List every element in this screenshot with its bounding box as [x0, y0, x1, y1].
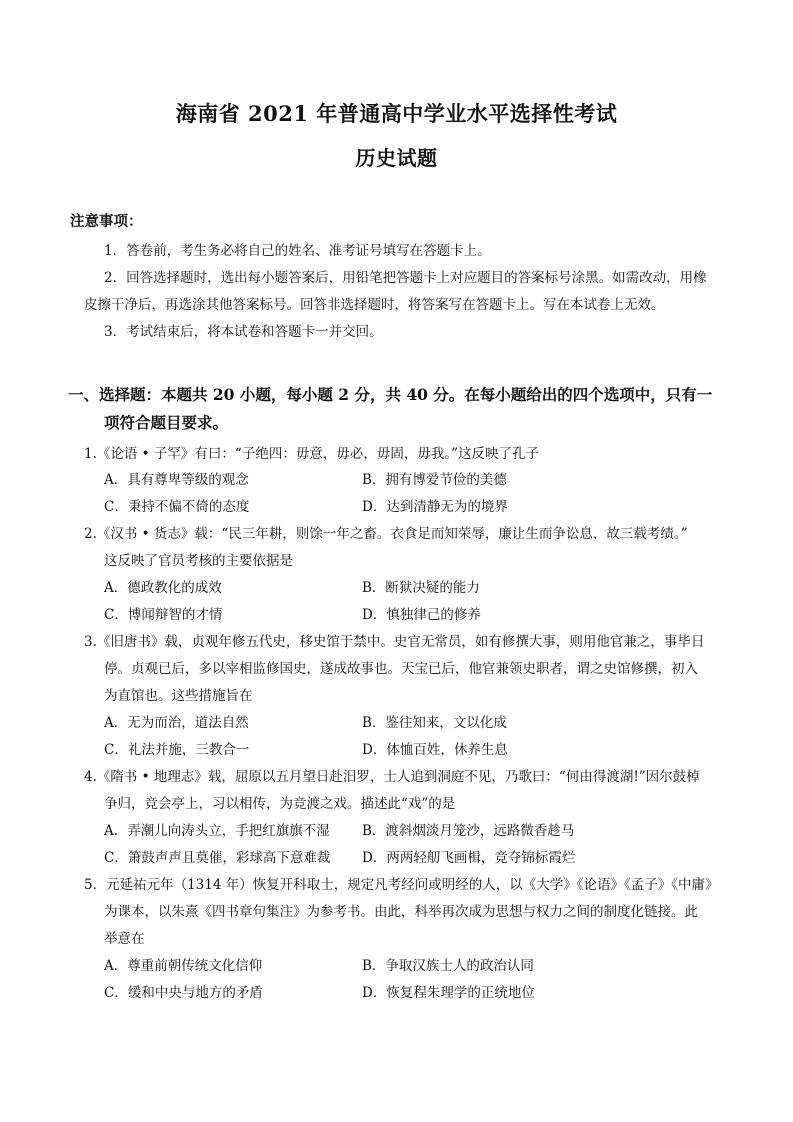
question-5-option-b: B．争取汉族士人的政治认同	[362, 958, 534, 974]
question-2-option-a: A．德政教化的成效	[104, 580, 222, 596]
question-4-option-a: A．弄潮儿向涛头立，手把红旗旗不湿	[104, 823, 330, 839]
section-heading-line-1: 一、选择题：本题共 20 小题，每小题 2 分，共 40 分。在每小题给出的四个选项中，只有一	[68, 385, 713, 404]
notice-item-3: 3．考试结束后，将本试卷和答题卡一并交回。	[104, 324, 383, 340]
question-2-option-c: C．博闻辩智的才情	[104, 607, 223, 623]
notice-item-2-line-2: 皮擦干净后，再选涂其他答案标号。回答非选择题时，将答案写在答题卡上。写在本试卷上无效。	[84, 297, 665, 313]
page-title: 海南省 2021 年普通高中学业水平选择性考试	[175, 101, 618, 126]
question-5-stem-line-3: 举意在	[104, 931, 145, 947]
question-5-option-d: D．恢复程朱理学的正统地位	[362, 985, 535, 1001]
question-3-option-a: A．无为而治，道法自然	[104, 715, 249, 731]
section-heading-line-2: 项符合题目要求。	[104, 413, 229, 432]
question-4-option-d: D．两两轻舠飞画楫，竞夺锦标霞烂	[362, 850, 576, 866]
question-1-stem: 1.《论语 • 子罕》有曰：“子绝四：毋意，毋必，毋固，毋我。”这反映了孔子	[84, 446, 539, 462]
question-2-option-b: B．断狱决疑的能力	[362, 580, 480, 596]
question-4-stem-line-1: 4.《隋书 • 地理志》载，屈原以五月望日赴汨罗，士人追到洞庭不见，乃歌曰：“何由得渡湖!”因尔鼓棹	[84, 769, 700, 785]
question-3-stem-line-2: 停。贞观已后，多以宰相监修国史，遂成故事也。天宝已后，他官兼领史职者，谓之史馆修撰，初入	[104, 661, 698, 677]
question-3-option-d: D．体恤百姓，休养生息	[362, 742, 508, 758]
question-3-stem-line-1: 3.《旧唐书》载，贞观年修五代史，移史馆于禁中。史官无常员，如有修撰大事，则用他官兼之，事毕日	[84, 634, 705, 650]
question-4-option-b: B．渡斜烟淡月笼沙，远路微香趁马	[362, 823, 575, 839]
question-5-option-c: C．缓和中央与地方的矛盾	[104, 985, 263, 1001]
question-2-stem-line-2: 这反映了官员考核的主要依据是	[104, 553, 293, 569]
question-4-stem-line-2: 争归，竞会亭上，习以相传，为竞渡之戏。描述此“戏”的是	[104, 796, 456, 812]
question-1-option-c: C．秉持不偏不倚的态度	[104, 499, 250, 515]
notice-item-2-line-1: 2．回答选择题时，选出每小题答案后，用铅笔把答题卡上对应题目的答案标号涂黑。如需改动，用橡	[104, 270, 707, 286]
question-3-option-c: C．礼法并施，三教合一	[104, 742, 250, 758]
question-2-option-d: D．慎独律己的修养	[362, 607, 481, 623]
question-5-option-a: A．尊重前朝传统文化信仰	[104, 958, 263, 974]
question-4-option-c: C．箫鼓声声且莫催，彩球高下意难裁	[104, 850, 331, 866]
page-subtitle: 历史试题	[355, 146, 438, 170]
question-3-stem-line-3: 为直馆也。这些措施旨在	[104, 688, 253, 704]
question-1-option-d: D．达到清静无为的境界	[362, 499, 508, 515]
notice-item-1: 1．答卷前，考生务必将自己的姓名、准考证号填写在答题卡上。	[104, 243, 491, 259]
question-2-stem-line-1: 2.《汉书 • 货志》载：“民三年耕，则馀一年之畜。衣食足而知荣辱，廉让生而争讼息，故三载考绩。”	[84, 526, 688, 542]
question-1-option-a: A．具有尊卑等级的观念	[104, 472, 249, 488]
question-5-stem-line-2: 为课本，以朱熹《四书章句集注》为参考书。由此，科举再次成为思想与权力之间的制度化链接。此	[104, 904, 698, 920]
question-5-stem-line-1: 5．元延祐元年（1314 年）恢复开科取士，规定凡考经问或明经的人，以《大学》《论语》《孟子》《中庸》	[84, 877, 719, 893]
notice-heading: 注意事项：	[70, 213, 143, 230]
question-3-option-b: B．鉴往知来，文以化成	[362, 715, 507, 731]
question-1-option-b: B．拥有博爱节俭的美德	[362, 472, 507, 488]
